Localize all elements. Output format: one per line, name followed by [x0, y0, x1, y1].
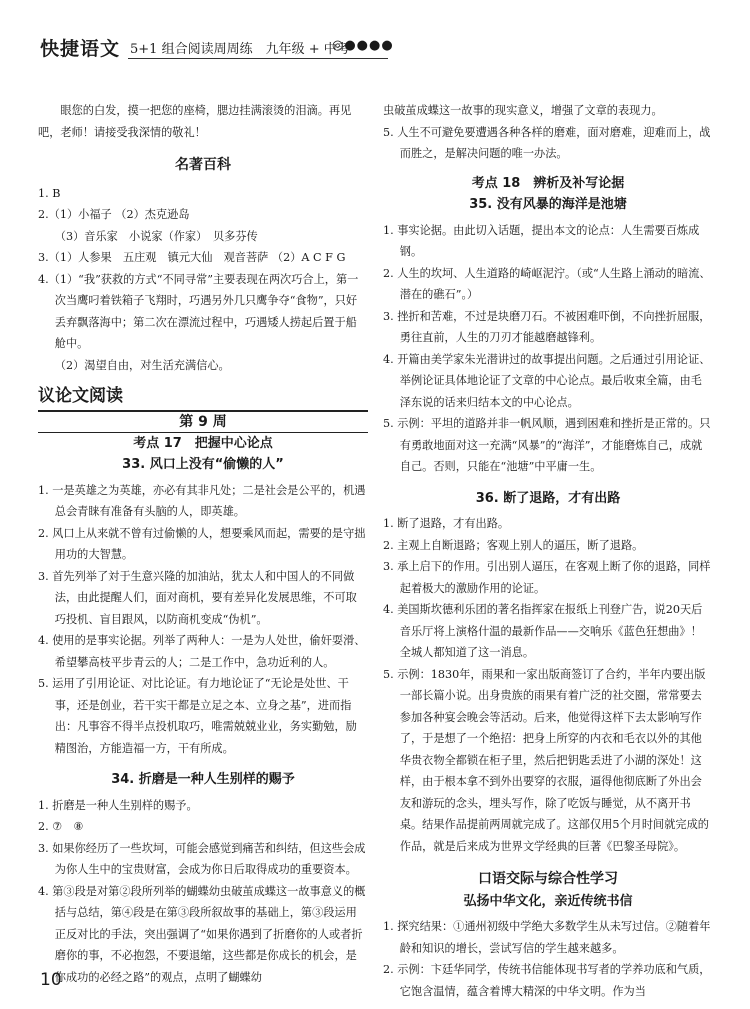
brand-title: 快捷语文 [40, 38, 121, 60]
header-rule [128, 58, 388, 59]
a34-item: 4. 第③段是对第②段所列举的蝴蝶幼虫破茧成蝶这一故事意义的概括与总结，第④段是在第③段所叙故事的基础上，第③段运用正反对比的手法，突出强调了“如果你遇到了折磨你的人或者折磨你的事，不必抱怨，不要退缩，这些都是你成长的机会，是你成功的必经之路”的观点，点明了蝴蝶幼 [38, 884, 366, 984]
a36-item: 3. 承上启下的作用。引出别人逼压，在客观上断了你的退路，同样起着极大的激励作用的论证。 [383, 560, 711, 595]
a36-item: 4. 美国斯坎德利乐团的著名指挥家在报纸上刊登广告，说20天后音乐厅将上演格什温的最新作品——交响乐《蓝色狂想曲》！全城人都知道了这一消息。 [383, 603, 703, 659]
article-35-title: 35. 没有风暴的海洋是池塘 [469, 197, 627, 212]
mzbk-title: 名著百科 [175, 157, 231, 173]
article-36-title: 36. 断了退路，才有出路 [475, 490, 621, 506]
kaodian-18: 考点 18 辨析及补写论据 [471, 175, 625, 191]
a34-item: 1. 折磨是一种人生别样的赐予。 [38, 798, 198, 812]
a36-item: 2. 主观上自断退路；客观上别人的逼压，断了退路。 [383, 538, 644, 552]
intro-paragraph: 眼您的白发，摸一把您的座椅，腮边挂满滚烫的泪滴。再见吧，老师！请接受我深情的敬礼！ [38, 104, 352, 139]
a35-item: 5. 示例：平坦的道路并非一帆风顺，遇到困难和挫折是正常的。只有勇敢地面对这一充满“风暴”的“海洋”，才能磨炼自己，成就自己。否则，只能在“池塘”中平庸一生。 [383, 417, 711, 473]
mzbk-item: 4.（1）“我”获救的方式“不同寻常”主要表现在两次巧合上，第一次当鹰叼着铁箱子飞翔时，巧遇另外几只鹰争夺“食物”，只好丢弃飘落海中；第二次在漂流过程中，巧遇矮人捞起后置于船舱中。 [38, 272, 359, 350]
mzbk-item: 1. B [38, 186, 61, 200]
page-number: 10 [40, 970, 62, 990]
difficulty-dots: ◎●●●● [332, 38, 394, 53]
a34-continuation: 虫破茧成蝶这一故事的现实意义，增强了文章的表现力。 [383, 104, 663, 117]
a35-item: 3. 挫折和苦难，不过是块磨刀石。不被困难吓倒，不向挫折屈服，勇往直前，人生的刀刃才能越磨越锋利。 [383, 309, 711, 344]
section-title: 议论文阅读 [38, 386, 123, 406]
a34-item: 5. 人生不可避免要遭遇各种各样的磨难，面对磨难，迎难而上，战而胜之，是解决问题的唯一办法。 [383, 125, 711, 160]
mzbk-item: 2.（1）小福子 （2）杰克逊岛 [38, 208, 190, 221]
page-header [40, 30, 720, 60]
book-subtitle: 5+1 组合阅读周周练 九年级 + 中考 [130, 42, 350, 57]
kj-item: 1. 探究结果：①通州初级中学绝大多数学生从未写过信。②随着年龄和知识的增长，尝试写信的学生越来越多。 [383, 920, 711, 955]
a34-item: 2. ⑦ ⑧ [38, 820, 84, 833]
kj-item: 2. 示例：卞廷华同学，传统书信能体现书写者的学养功底和气质，它饱含温情，蕴含着博大精深的中华文明。作为当 [383, 963, 711, 998]
a33-item: 4. 使用的是事实论据。列举了两种人：一是为人处世，偷奸耍滑、希望攀高枝平步青云的人；二是工作中，急功近利的人。 [38, 634, 366, 669]
kj-subtitle: 弘扬中华文化，亲近传统书信 [463, 893, 633, 909]
a36-item: 1. 断了退路，才有出路。 [383, 517, 510, 530]
mzbk-item: （3）音乐家 小说家（作家） 贝多芬传 [54, 229, 258, 243]
left-column [38, 100, 368, 988]
week-band: 第 9 周 [38, 410, 368, 433]
a33-item: 1. 一是英雄之为英雄，亦必有其非凡处；二是社会是公平的，机遇总会青睐有准备有头脑的人，即英雄。 [38, 483, 366, 518]
kj-title: 口语交际与综合性学习 [478, 871, 618, 887]
a35-item: 2. 人生的坎坷、人生道路的崎岖泥泞。（或“人生路上涌动的暗流、潜在的礁石”。） [383, 266, 711, 301]
kaodian-17: 考点 17 把握中心论点 [133, 435, 273, 451]
a36-item: 5. 示例：1830年，雨果和一家出版商签订了合约，半年内要出版一部长篇小说。出身贵族的雨果有着广泛的社交圈，常常要去参加各种宴会晚会等活动。后来，他觉得这样下去太影响写作了，于是想了一个绝招：把身上所穿的内衣和毛衣以外的其他华贵衣物全都锁在柜子里，然后把钥匙丢进了小湖的深处！这样，由于根本拿不到外出要穿的衣服，逼得他彻底断了外出会友和游玩的念头，埋头写作，除了吃饭与睡觉，从不离开书桌。结果作品提前两周就完成了。这部仅用5个月时间就完成的作品，就是后来成为世界文学经典的巨著《巴黎圣母院》。 [383, 667, 709, 853]
article-34-title: 34. 折磨是一种人生别样的赐予 [111, 772, 295, 787]
mzbk-item: （2）渴望自由，对生活充满信心。 [54, 358, 230, 372]
mzbk-item: 3.（1）人参果 五庄观 镇元大仙 观音菩萨 （2）A C F G [38, 251, 346, 264]
a35-item: 1. 事实论据。由此切入话题，提出本文的论点：人生需要百炼成钢。 [383, 223, 700, 258]
a35-item: 4. 开篇由美学家朱光潜讲过的故事提出问题。之后通过引用论证、举例论证具体地论证了文章的中心论点。最后收束全篇，由毛泽东说的话来归结本文的中心论点。 [383, 352, 711, 409]
a33-item: 2. 风口上从来就不曾有过偷懒的人，想要乘风而起，需要的是守拙用功的大智慧。 [38, 526, 366, 561]
a34-item: 3. 如果你经历了一些坎坷，可能会感觉到痛苦和纠结，但这些会成为你人生中的宝贵财富，会成为你日后取得成功的重要资本。 [38, 841, 366, 876]
article-33-title: 33. 风口上没有“偷懒的人” [122, 457, 284, 472]
a33-item: 3. 首先列举了対于生意兴隆的加油站，犹太人和中国人的不同做法，由此提醒人们，面对商机，要有差异化发展思维，不可取巧投机、盲目跟风，以防商机变成“伪机”。 [38, 569, 357, 626]
a33-item: 5. 运用了引用论证、对比论证。有力地论证了“无论是处世、干事，还是创业，若干实干都是立足之本、立身之基”，进而指出：凡事容不得半点投机取巧，唯需兢兢业业，务实勤勉，励精图治，方能造福一方，干有所成。 [38, 677, 357, 755]
right-column [383, 100, 713, 1002]
